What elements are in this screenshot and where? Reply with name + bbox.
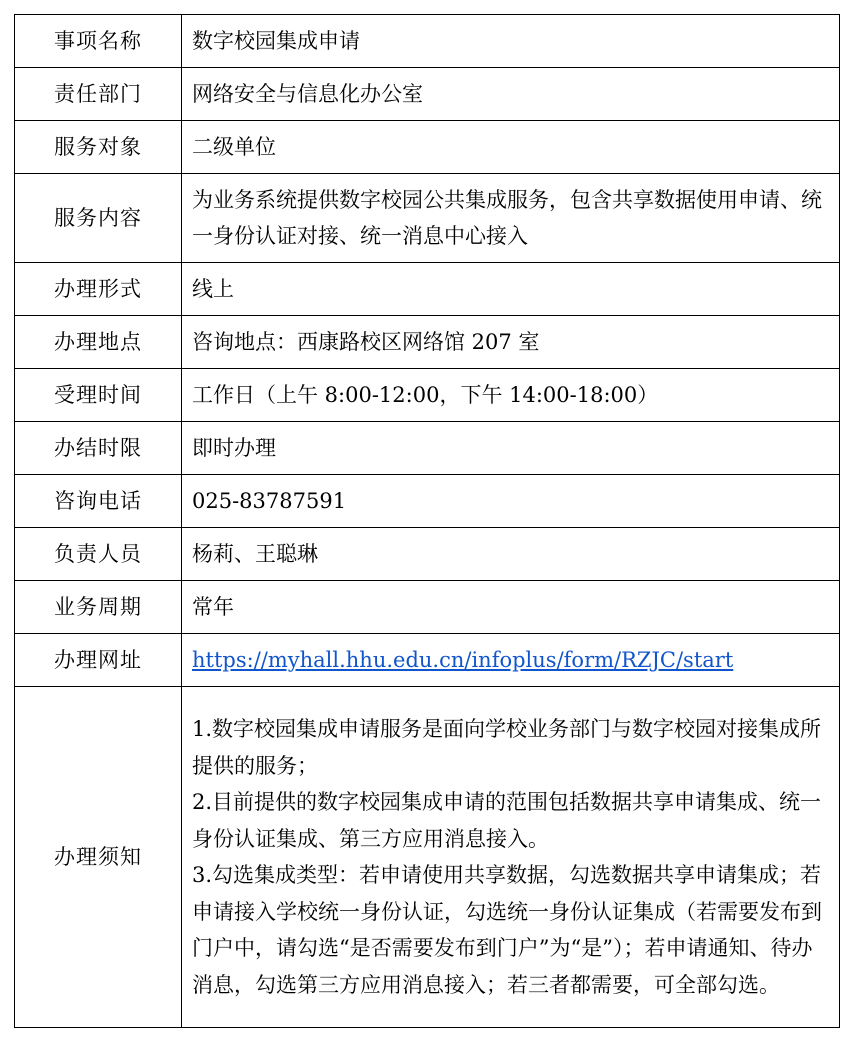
table-row — [15, 68, 840, 121]
row-value: 杨莉、王聪琳 — [182, 528, 840, 581]
table-row — [15, 15, 840, 68]
row-label: 办理形式 — [15, 263, 182, 316]
table-row — [15, 174, 840, 263]
row-label: 业务周期 — [15, 581, 182, 634]
row-label: 服务对象 — [15, 121, 182, 174]
service-info-table — [14, 14, 840, 1028]
service-url-link[interactable]: https://myhall.hhu.edu.cn/infoplus/form/RZJC/start — [192, 648, 734, 672]
row-value — [182, 634, 840, 687]
note-item: 3.勾选集成类型：若申请使用共享数据，勾选数据共享申请集成；若申请接入学校统一身份认证，勾选统一身份认证集成（若需要发布到门户中，请勾选“是否需要发布到门户”为“是”）；若申请通知、待办消息，勾选第三方应用消息接入；若三者都需要，可全部勾选。 — [192, 863, 822, 997]
table-row — [15, 687, 840, 1028]
row-value: 咨询地点：西康路校区网络馆 207 室 — [182, 316, 840, 369]
row-value: 工作日（上午 8:00-12:00，下午 14:00-18:00） — [182, 369, 840, 422]
row-label: 负责人员 — [15, 528, 182, 581]
phone-number: 025-83787591 — [182, 475, 840, 528]
row-label: 咨询电话 — [15, 475, 182, 528]
row-value: 为业务系统提供数字校园公共集成服务，包含共享数据使用申请、统一身份认证对接、统一消息中心接入 — [182, 174, 840, 263]
row-value: 即时办理 — [182, 422, 840, 475]
table-row — [15, 528, 840, 581]
row-label: 办理须知 — [15, 687, 182, 1028]
row-label: 受理时间 — [15, 369, 182, 422]
table-row — [15, 634, 840, 687]
table-row — [15, 581, 840, 634]
table-row — [15, 316, 840, 369]
row-value: 常年 — [182, 581, 840, 634]
row-value: 线上 — [182, 263, 840, 316]
table-row — [15, 121, 840, 174]
table-row — [15, 422, 840, 475]
row-label: 事项名称 — [15, 15, 182, 68]
row-value: 二级单位 — [182, 121, 840, 174]
note-item: 1.数字校园集成申请服务是面向学校业务部门与数字校园对接集成所提供的服务； — [192, 717, 822, 778]
row-label: 办理地点 — [15, 316, 182, 369]
note-item: 2.目前提供的数字校园集成申请的范围包括数据共享申请集成、统一身份认证集成、第三方应用消息接入。 — [192, 790, 822, 851]
row-label: 办理网址 — [15, 634, 182, 687]
row-label: 责任部门 — [15, 68, 182, 121]
row-value: 网络安全与信息化办公室 — [182, 68, 840, 121]
table-row — [15, 475, 840, 528]
row-value: 数字校园集成申请 — [182, 15, 840, 68]
notes-cell — [182, 687, 840, 1028]
table-row — [15, 263, 840, 316]
row-label: 办结时限 — [15, 422, 182, 475]
table-row — [15, 369, 840, 422]
row-label: 服务内容 — [15, 174, 182, 263]
